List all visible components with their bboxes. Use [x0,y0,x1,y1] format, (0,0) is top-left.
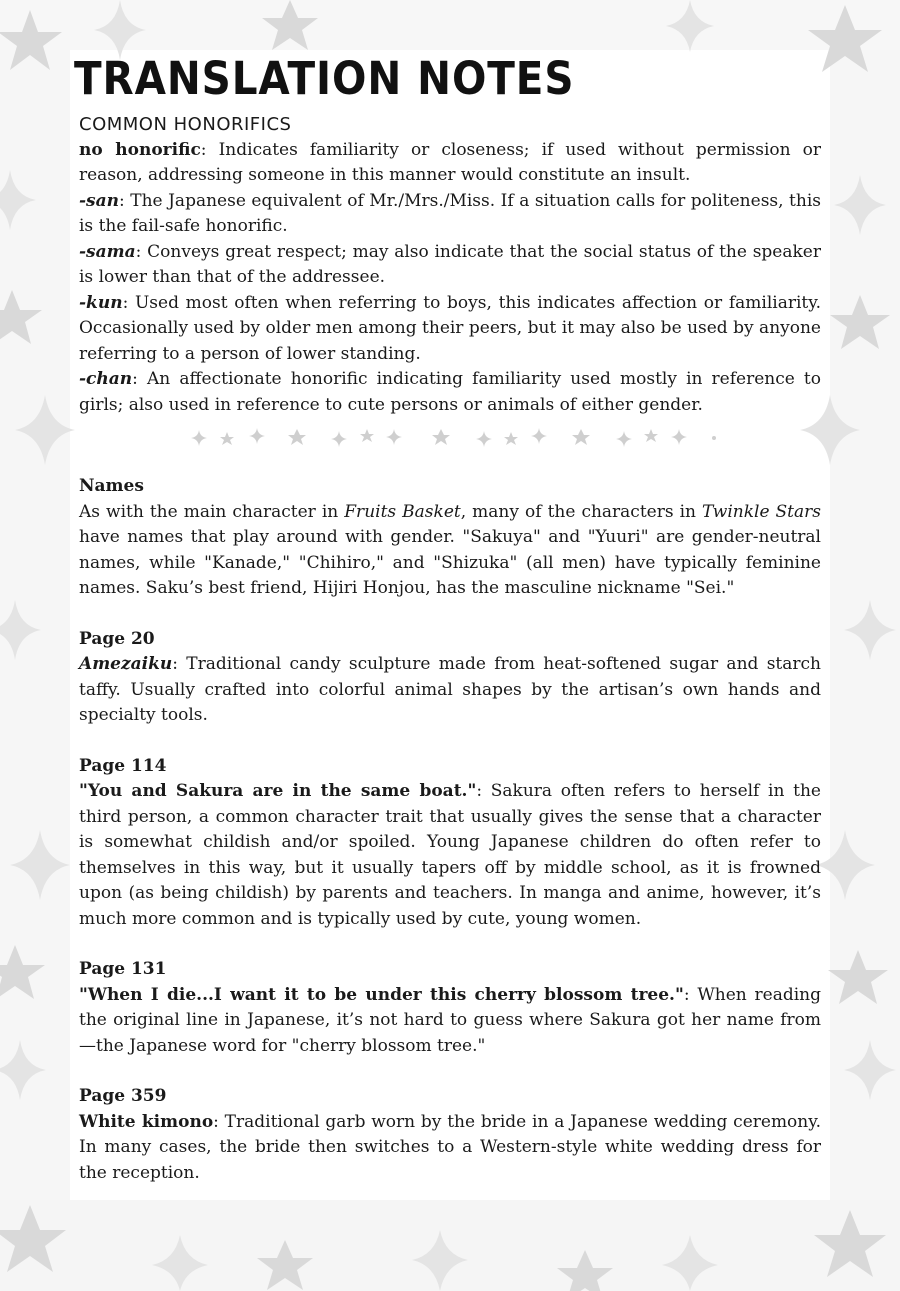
page-20-section [79,627,821,729]
title-reference: Twinkle Stars [702,501,821,522]
note-term: Amezaiku [79,654,173,674]
sparkle-icon [386,429,402,445]
honorific-term: -sama [79,241,136,262]
sparkle-icon [671,429,687,445]
honorific-entry [79,291,821,368]
note-term: "When I die...I want it to be under this cherry blossom tree." [79,984,684,1005]
star-icon [504,432,518,445]
page-131-section [79,957,821,1059]
notes-content [79,112,821,1186]
honorific-term: -chan [79,369,133,389]
note-definition: : Traditional candy sculpture made from heat-softened sugar and starch taffy. Usually crafted into colorful animal shapes by the artisan’s own hands and specialty tools. [79,654,821,725]
names-section [79,474,821,602]
body-text: have names that play around with gender. "Sakuya" and "Yuuri" are gender-neutral names, while "Kanade," "Chihiro," and "Shizuka" (all men) have typically feminine names. Saku’s best friend, Hijiri Honjou, has the masculine nickname "Sei." [79,527,821,598]
honorific-term: no honorific [79,139,201,160]
section-heading: Page 359 [79,1086,167,1106]
section-body [79,779,821,932]
star-icon [288,429,306,445]
honorific-entry [79,138,821,189]
section-body [79,1110,821,1187]
sparkle-icon [476,431,492,447]
star-icon [644,429,658,442]
title-reference: Fruits Basket [344,501,461,522]
sparkle-icon [249,428,265,444]
section-heading: Page 20 [79,628,155,649]
section-body [79,500,821,602]
section-heading: Names [79,476,144,496]
sparkle-icon [616,431,632,447]
note-definition: : Traditional garb worn by the bride in a Japanese wedding ceremony. In many cases, the bride then switches to a Western-style white wedding dress for the reception. [79,1111,821,1183]
note-term: "You and Sakura are in the same boat." [79,781,477,801]
star-icon [572,429,590,445]
note-term: White kimono [79,1111,214,1132]
sparkle-icon [531,428,547,444]
honorific-definition: : An affectionate honorific indicating familiarity used mostly in reference to girls; also used in reference to cute persons or animals of either gender. [79,369,821,415]
page-title: TRANSLATION NOTES [74,52,575,105]
honorific-definition: : Indicates familiarity or closeness; if used without permission or reason, addressing someone in this manner would constitute an insult. [79,139,821,185]
star-icon [432,429,450,445]
honorific-definition: : Conveys great respect; may also indicate that the social status of the speaker is lower than that of the addressee. [79,241,821,287]
star-divider [79,418,821,474]
honorific-entry [79,367,821,418]
honorific-term: -kun [79,292,123,313]
note-definition: : Sakura often refers to herself in the third person, a common character trait that usually gives the sense that a character is somewhat childish and/or spoiled. Young Japanese children do often refer to themselves in this way, but it usually tapers off by middle school, as it is frowned upon (as being childish) by parents and teachers. In manga and anime, however, it’s much more common and is typically used by cute, young women. [79,781,821,929]
honorific-definition: : Used most often when referring to boys, this indicates affection or familiarity. Occasionally used by older men among their peers, but it may also be used by anyone referring to a person of lower standing. [79,292,821,364]
body-text: As with the main character in [79,501,345,522]
dot-icon [712,436,716,440]
page-114-section [79,754,821,933]
section-heading: Page 131 [79,959,167,979]
sparkle-icon [191,430,207,446]
star-icon [360,429,374,442]
honorific-definition: : The Japanese equivalent of Mr./Mrs./Miss. If a situation calls for politeness, this is the fail-safe honorific. [79,190,821,236]
honorific-entry [79,240,821,291]
page-359-section [79,1084,821,1186]
honorifics-heading: COMMON HONORIFICS [79,114,292,135]
section-body [79,983,821,1060]
body-text: , many of the characters in [460,501,703,522]
section-body [79,652,821,729]
star-icon [220,432,234,445]
note-definition: : When reading the original line in Japanese, it’s not hard to guess where Sakura got her name from—the Japanese word for "cherry blossom tree." [79,984,822,1056]
honorific-term: -san [79,190,120,211]
section-heading: Page 114 [79,755,167,776]
sparkle-icon [331,431,347,447]
honorific-entry [79,189,821,240]
